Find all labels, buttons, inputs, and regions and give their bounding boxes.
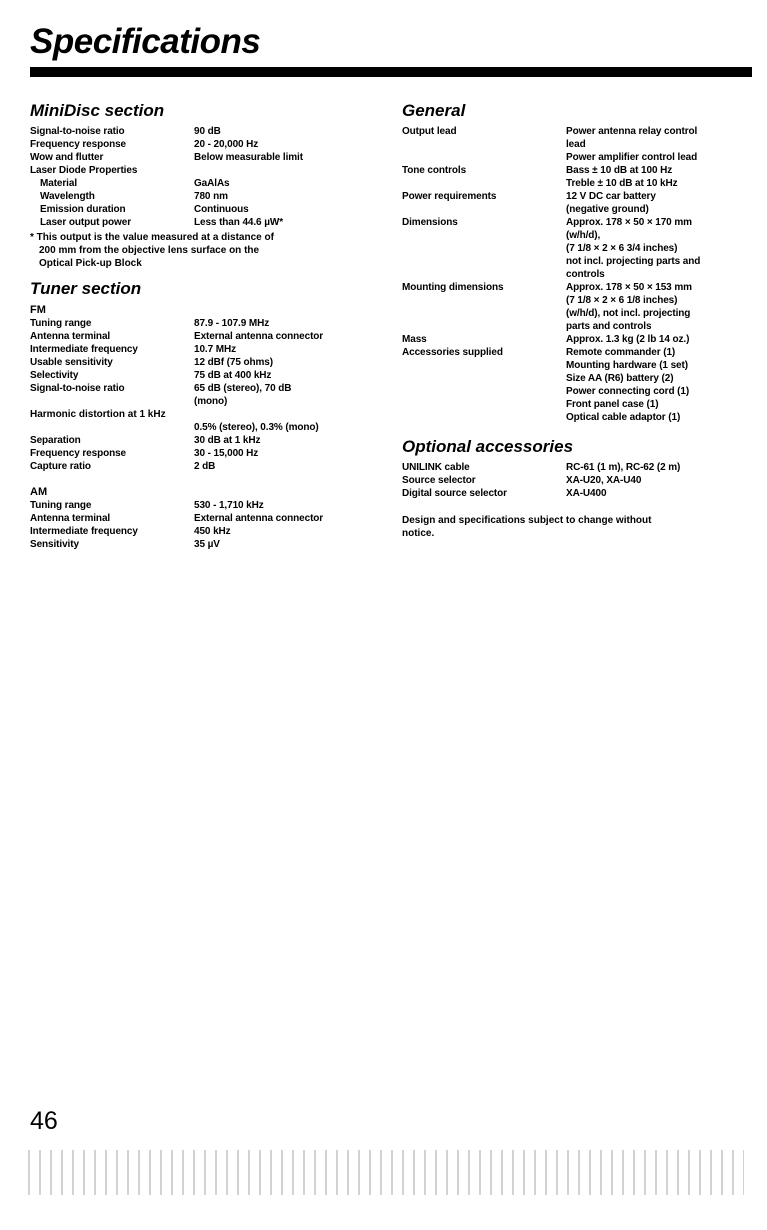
spec-value-line: (7 1/8 × 2 × 6 3/4 inches) (566, 243, 678, 254)
optional-accessories-heading: Optional accessories (402, 437, 574, 456)
spec-row (30, 317, 372, 330)
spec-value-line: Size AA (R6) battery (2) (566, 373, 674, 384)
spec-label: Intermediate frequency (30, 526, 138, 537)
spec-value-line: Mounting hardware (1 set) (566, 360, 688, 371)
spec-value-line: parts and controls (566, 321, 652, 332)
change-notice (402, 514, 747, 540)
spec-value-line: Bass ± 10 dB at 100 Hz (566, 165, 673, 176)
spec-value-line: (w/h/d), not incl. projecting (566, 308, 691, 319)
harmonic-distortion-value: 0.5% (stereo), 0.3% (mono) (194, 422, 319, 433)
spec-value (194, 216, 372, 229)
spec-row (30, 330, 372, 343)
page-number: 46 (30, 1107, 58, 1135)
spec-row (30, 190, 372, 203)
spec-value-line: Below measurable limit (194, 152, 303, 163)
spec-value (194, 190, 372, 203)
spec-value (194, 177, 372, 190)
spec-value-line: 2 dB (194, 461, 216, 472)
spec-row (30, 164, 372, 177)
note-line: 200 mm from the objective lens surface on the (39, 245, 260, 256)
spec-value (566, 281, 747, 333)
spec-label: Usable sensitivity (30, 357, 113, 368)
spec-value (566, 190, 747, 216)
am-spec-list (30, 499, 372, 551)
spec-label: Frequency response (30, 139, 127, 150)
spec-row (402, 461, 747, 474)
spec-row (402, 281, 747, 333)
spec-label: Signal-to-noise ratio (30, 383, 125, 394)
note-line: * This output is the value measured at a distance of (30, 232, 274, 243)
spec-label: Wavelength (40, 191, 95, 202)
spec-value-line: XA-U20, XA-U40 (566, 475, 642, 486)
spec-value-line: 780 nm (194, 191, 228, 202)
fm-spec-list-2 (30, 434, 372, 473)
spec-label: Laser Diode Properties (30, 165, 138, 176)
spec-value-line: Power amplifier control lead (566, 152, 698, 163)
spec-value (566, 487, 747, 500)
spec-label: Dimensions (402, 217, 458, 228)
spec-row (30, 421, 372, 434)
am-label: AM (30, 486, 48, 498)
spec-row (30, 512, 372, 525)
spec-row (30, 177, 372, 190)
spec-value (566, 164, 747, 190)
spec-row (402, 346, 747, 424)
spec-value-line: Front panel case (1) (566, 399, 659, 410)
spec-value-line: (w/h/d), (566, 230, 601, 241)
spec-value-line: lead (566, 139, 586, 150)
spec-value-line: 65 dB (stereo), 70 dB (194, 383, 292, 394)
spec-value (566, 346, 747, 424)
spec-label: Intermediate frequency (30, 344, 138, 355)
fm-label: FM (30, 304, 46, 316)
spec-value (194, 125, 372, 138)
spec-row (30, 525, 372, 538)
spec-value (194, 447, 372, 460)
spec-value-line: 30 - 15,000 Hz (194, 448, 259, 459)
spec-value (194, 164, 372, 177)
spec-value (194, 499, 372, 512)
spec-label: Tuning range (30, 500, 92, 511)
spec-value-line: (negative ground) (566, 204, 649, 215)
page-title: Specifications (30, 22, 261, 61)
spec-label: Signal-to-noise ratio (30, 126, 125, 137)
spec-value (566, 216, 747, 281)
spec-value-line: Remote commander (1) (566, 347, 676, 358)
spec-value-line: Power connecting cord (1) (566, 386, 690, 397)
spec-value-line: 87.9 - 107.9 MHz (194, 318, 270, 329)
spec-label: Laser output power (40, 217, 131, 228)
spec-value-line: RC-61 (1 m), RC-62 (2 m) (566, 462, 681, 473)
spec-label: Digital source selector (402, 488, 507, 499)
spec-label: Material (40, 178, 77, 189)
spec-value-line: Treble ± 10 dB at 10 kHz (566, 178, 678, 189)
spec-value-line: 12 dBf (75 ohms) (194, 357, 273, 368)
spec-value-line: 12 V DC car battery (566, 191, 656, 202)
laser-properties-list (30, 177, 372, 229)
spec-value (194, 356, 372, 369)
laser-output-note (30, 231, 372, 270)
spec-label: Mounting dimensions (402, 282, 504, 293)
spec-value (194, 460, 372, 473)
spec-label: Sensitivity (30, 539, 79, 550)
spec-label: Accessories supplied (402, 347, 503, 358)
spec-value-line: Approx. 178 × 50 × 153 mm (566, 282, 692, 293)
spec-value (194, 203, 372, 216)
spec-value-line: Continuous (194, 204, 249, 215)
spec-row (30, 369, 372, 382)
spec-label: Frequency response (30, 448, 127, 459)
spec-row (30, 499, 372, 512)
spec-value (194, 138, 372, 151)
spec-row (402, 333, 747, 346)
minidisc-heading: MiniDisc section (30, 101, 165, 120)
spec-value-line: XA-U400 (566, 488, 607, 499)
spec-value (194, 330, 372, 343)
spec-value (566, 333, 747, 346)
spec-row (30, 460, 372, 473)
general-heading: General (402, 101, 466, 120)
optional-accessories-list (402, 461, 747, 500)
spec-row (30, 216, 372, 229)
tuner-heading: Tuner section (30, 279, 142, 298)
spec-row (30, 203, 372, 216)
spec-value-line: 75 dB at 400 kHz (194, 370, 272, 381)
spec-row (30, 356, 372, 369)
spec-row (402, 487, 747, 500)
spec-value-line: (mono) (194, 396, 228, 407)
spec-value (194, 538, 372, 551)
spec-value (194, 343, 372, 356)
spec-value (194, 369, 372, 382)
spec-row (402, 474, 747, 487)
spec-value-line: 10.7 MHz (194, 344, 236, 355)
harmonic-distortion-label: Harmonic distortion at 1 kHz (30, 409, 166, 420)
spec-value-line: 450 kHz (194, 526, 231, 537)
spec-label: UNILINK cable (402, 462, 470, 473)
spec-label: Antenna terminal (30, 513, 111, 524)
spec-row (30, 343, 372, 356)
spec-label: Power requirements (402, 191, 497, 202)
spec-value (194, 317, 372, 330)
spec-label: Tone controls (402, 165, 467, 176)
spec-value-line: Approx. 1.3 kg (2 lb 14 oz.) (566, 334, 690, 345)
spec-value (194, 434, 372, 447)
spec-value (566, 461, 747, 474)
spec-row (30, 434, 372, 447)
title-rule (30, 67, 752, 77)
spec-label: Wow and flutter (30, 152, 104, 163)
spec-value-line: Approx. 178 × 50 × 170 mm (566, 217, 692, 228)
spec-value-line: 90 dB (194, 126, 221, 137)
spec-value-line: not incl. projecting parts and (566, 256, 701, 267)
spec-value-line: Power antenna relay control (566, 126, 698, 137)
notice-line: Design and specifications subject to change without (402, 515, 652, 526)
spec-label: Antenna terminal (30, 331, 111, 342)
general-spec-list (402, 125, 747, 424)
spec-value-line: External antenna connector (194, 513, 324, 524)
spec-row (402, 216, 747, 281)
spec-value-line: 20 - 20,000 Hz (194, 139, 259, 150)
spec-value (194, 525, 372, 538)
spec-row (30, 125, 372, 138)
spec-value-line: GaAlAs (194, 178, 230, 189)
right-column (402, 100, 747, 540)
spec-value (194, 151, 372, 164)
spec-value-line: (7 1/8 × 2 × 6 1/8 inches) (566, 295, 678, 306)
left-column (30, 100, 372, 551)
spec-value (194, 382, 372, 408)
spec-value (566, 474, 747, 487)
spec-row (30, 382, 372, 408)
spec-row (30, 138, 372, 151)
spec-label: Emission duration (40, 204, 126, 215)
spec-value-line: 35 µV (194, 539, 220, 550)
spec-value (194, 512, 372, 525)
spec-value-line: External antenna connector (194, 331, 324, 342)
spec-value-line: Optical cable adaptor (1) (566, 412, 681, 423)
spec-row (402, 125, 747, 164)
scan-artifact (28, 1150, 744, 1195)
spec-row (30, 151, 372, 164)
spec-value-line: Less than 44.6 µW* (194, 217, 283, 228)
spec-row (402, 164, 747, 190)
spec-value-line: 30 dB at 1 kHz (194, 435, 261, 446)
spec-label: Tuning range (30, 318, 92, 329)
spec-row (402, 190, 747, 216)
spec-label: Source selector (402, 475, 476, 486)
spec-label: Capture ratio (30, 461, 91, 472)
spec-label: Selectivity (30, 370, 79, 381)
spec-value-line: 530 - 1,710 kHz (194, 500, 264, 511)
spec-label: Mass (402, 334, 427, 345)
spec-value (566, 125, 747, 164)
note-line: Optical Pick-up Block (39, 258, 142, 269)
spec-value-line: controls (566, 269, 605, 280)
spec-row (30, 538, 372, 551)
fm-spec-list (30, 317, 372, 408)
notice-line: notice. (402, 528, 435, 539)
spec-label: Output lead (402, 126, 457, 137)
spec-row (30, 447, 372, 460)
spec-label: Separation (30, 435, 81, 446)
minidisc-spec-list (30, 125, 372, 177)
